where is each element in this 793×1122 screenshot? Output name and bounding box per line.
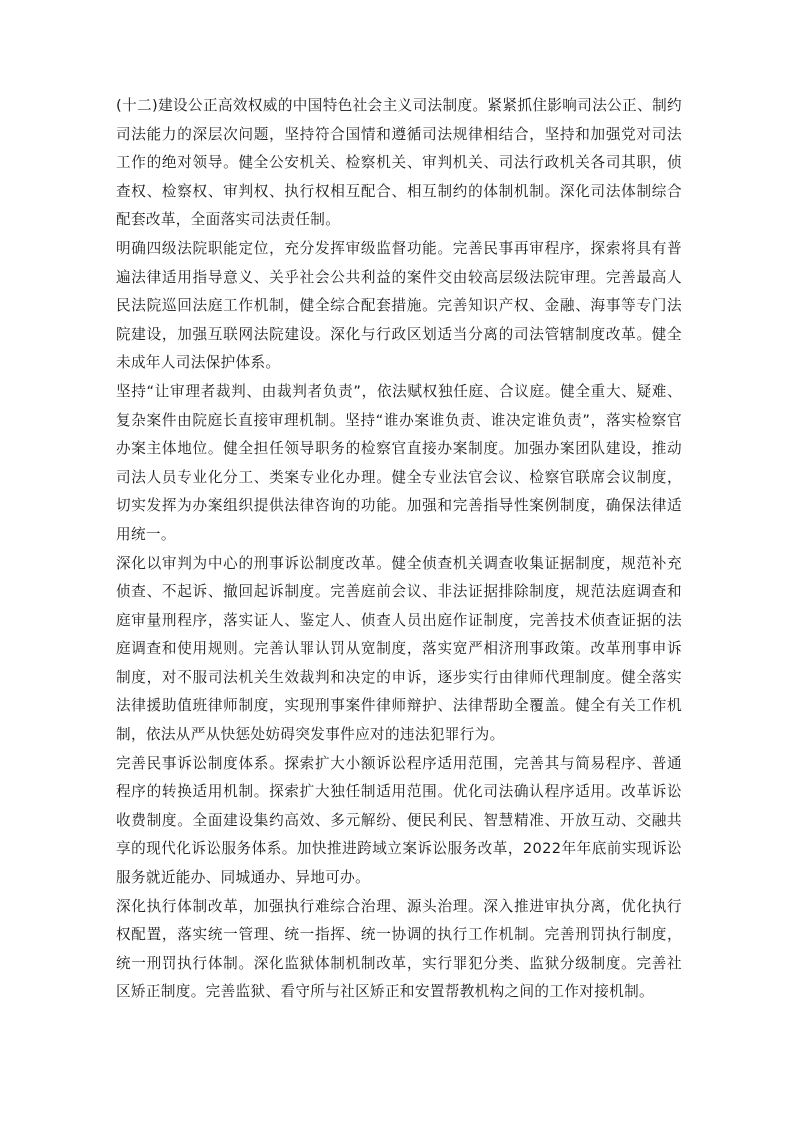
paragraph-judicial-system-intro: (十二)建设公正高效权威的中国特色社会主义司法制度。紧紧抓住影响司法公正、制约司法能力的深层次问题，坚持符合国情和遵循司法规律相结合，坚持和加强党对司法工作的绝对领导。健全公安机关、检察机关、审判机关、司法行政机关各司其职，侦查权、检察权、审判权、执行权相互配合、相互制约的体制机制。深化司法体制综合配套改革，全面落实司法责任制。 <box>116 97 682 229</box>
paragraph-criminal-procedure: 深化以审判为中心的刑事诉讼制度改革。健全侦查机关调查收集证据制度，规范补充侦查、不起诉、撤回起诉制度。完善庭前会议、非法证据排除制度，规范法庭调查和庭审量刑程序，落实证人、鉴定人、侦查人员出庭作证制度，完善技术侦查证据的法庭调查和使用规则。完善认罪认罚从宽制度，落实宽严相济刑事政策。改革刑事申诉制度，对不服司法机关生效裁判和决定的申诉，逐步实行由律师代理制度。健全落实法律援助值班律师制度，实现刑事案件律师辩护、法律帮助全覆盖。健全有关工作机制，依法从严从快惩处妨碍突发事件应对的违法犯罪行为。 <box>116 554 682 744</box>
paragraph-civil-procedure: 完善民事诉讼制度体系。探索扩大小额诉讼程序适用范围，完善其与简易程序、普通程序的转换适用机制。探索扩大独任制适用范围。优化司法确认程序适用。改革诉讼收费制度。全面建设集约高效、多元解纷、便民利民、智慧精准、开放互动、交融共享的现代化诉讼服务体系。加快推进跨域立案诉讼服务改革，2022年年底前实现诉讼服务就近能办、同城通办、异地可办。 <box>116 754 682 887</box>
paragraph-enforcement-reform: 深化执行体制改革，加强执行难综合治理、源头治理。深入推进审执分离，优化执行权配置，落实统一管理、统一指挥、统一协调的执行工作机制。完善刑罚执行制度，统一刑罚执行体制。深化监狱体制机制改革，实行罪犯分类、监狱分级制度。完善社区矫正制度。完善监狱、看守所与社区矫正和安置帮教机构之间的工作对接机制。 <box>116 897 682 1001</box>
document-body <box>116 92 682 1007</box>
paragraph-court-functions: 明确四级法院职能定位，充分发挥审级监督功能。完善民事再审程序，探索将具有普遍法律适用指导意义、关乎社会公共利益的案件交由较高层级法院审理。完善最高人民法院巡回法庭工作机制，健全综合配套措施。完善知识产权、金融、海事等专门法院建设，加强互联网法院建设。深化与行政区划适当分离的司法管辖制度改革。健全未成年人司法保护体系。 <box>116 239 682 372</box>
paragraph-judicial-responsibility: 坚持“让审理者裁判、由裁判者负责”，依法赋权独任庭、合议庭。健全重大、疑难、复杂案件由院庭长直接审理机制。坚持“谁办案谁负责、谁决定谁负责”，落实检察官办案主体地位。健全担任领导职务的检察官直接办案制度。加强办案团队建设，推动司法人员专业化分工、类案专业化办理。健全专业法官会议、检察官联席会议制度，切实发挥为办案组织提供法律咨询的功能。加强和完善指导性案例制度，确保法律适用统一。 <box>116 382 682 543</box>
